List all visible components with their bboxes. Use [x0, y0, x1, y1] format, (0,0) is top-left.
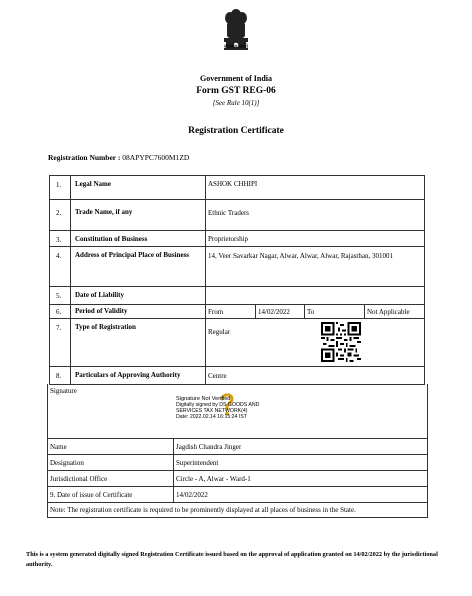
- period-of-validity-label: Period of Validity: [75, 307, 128, 315]
- issue-date-value: 14/02/2022: [176, 491, 208, 499]
- signature-date: Date: 2022.02.14 16:15:24 IST: [176, 414, 247, 420]
- issue-date-label: 9. Date of issue of Certificate: [50, 491, 133, 499]
- national-emblem-icon: [218, 8, 254, 66]
- address-value: 14, Veer Savarkar Nagar, Alwar, Alwar, Alwar, Rajasthan, 301001: [208, 252, 393, 260]
- row-7-number: 7.: [56, 324, 62, 332]
- signature-signer-org: SERVICES TAX NETWORK(4): [176, 408, 248, 414]
- signature-label: Signature: [50, 387, 77, 395]
- designation-value: Superintendent: [176, 459, 219, 467]
- rule-reference: [See Rule 10(1)]: [212, 99, 260, 107]
- emblem-caption: सत्यमेव जयते: [223, 45, 249, 50]
- designation-label: Designation: [50, 459, 84, 467]
- registration-number-value: 08APYPC7600M1ZD: [122, 153, 190, 162]
- row-6-number: 6.: [56, 308, 62, 316]
- row-5-number: 5.: [56, 292, 62, 300]
- signature-signer-line: Digitally signed by DS GOODS AND: [176, 402, 260, 408]
- validity-from-label: From: [208, 308, 224, 316]
- legal-name-value: ASHOK CHHIPI: [208, 180, 258, 188]
- row-4-number: 4.: [56, 252, 62, 260]
- row-2-number: 2.: [56, 209, 62, 217]
- type-of-registration-label: Type of Registration: [75, 323, 136, 331]
- registration-number-line: [48, 153, 189, 162]
- constitution-value: Proprietorship: [208, 235, 249, 243]
- legal-name-label: Legal Name: [75, 180, 111, 188]
- type-of-registration-value: Regular: [208, 328, 231, 336]
- validity-from-value: 14/02/2022: [258, 308, 290, 316]
- date-of-liability-label: Date of Liability: [75, 291, 124, 299]
- qr-code-icon: [321, 322, 361, 362]
- constitution-label: Constitution of Business: [75, 235, 148, 243]
- approving-authority-label: Particulars of Approving Authority: [75, 371, 181, 379]
- address-label: Address of Principal Place of Business: [75, 251, 190, 259]
- row-3-number: 3.: [56, 236, 62, 244]
- validity-to-label: To: [307, 308, 315, 316]
- certificate-title: Registration Certificate: [188, 126, 284, 136]
- trade-name-value: Ethnic Traders: [208, 209, 250, 217]
- row-8-number: 8.: [56, 372, 62, 380]
- jurisdictional-office-label: Jurisdictional Office: [50, 475, 108, 483]
- government-heading: Government of India: [200, 74, 272, 83]
- name-label: Name: [50, 443, 67, 451]
- digital-signature-block: [176, 396, 296, 420]
- signature-status: Signature Not Verified: [176, 396, 231, 402]
- display-note: Note: The registration certificate is required to be prominently displayed at all places of business in the State.: [50, 506, 356, 514]
- name-value: Jagdish Chandra Jinger: [176, 443, 242, 451]
- validity-to-value: Not Applicable: [367, 308, 410, 316]
- form-title: Form GST REG-06: [196, 86, 276, 96]
- trade-name-label: Trade Name, if any: [75, 208, 133, 216]
- registration-number-label: Registration Number :: [48, 153, 121, 162]
- jurisdictional-office-value: Circle - A, Alwar - Ward-1: [176, 475, 251, 483]
- row-1-number: 1.: [56, 181, 62, 189]
- approving-authority-value: Centre: [208, 372, 227, 380]
- footer-disclaimer: This is a system generated digitally signed Registration Certificate issued based on the approval of application granted on 14/02/2022 by the jurisdictional authority.: [26, 551, 438, 568]
